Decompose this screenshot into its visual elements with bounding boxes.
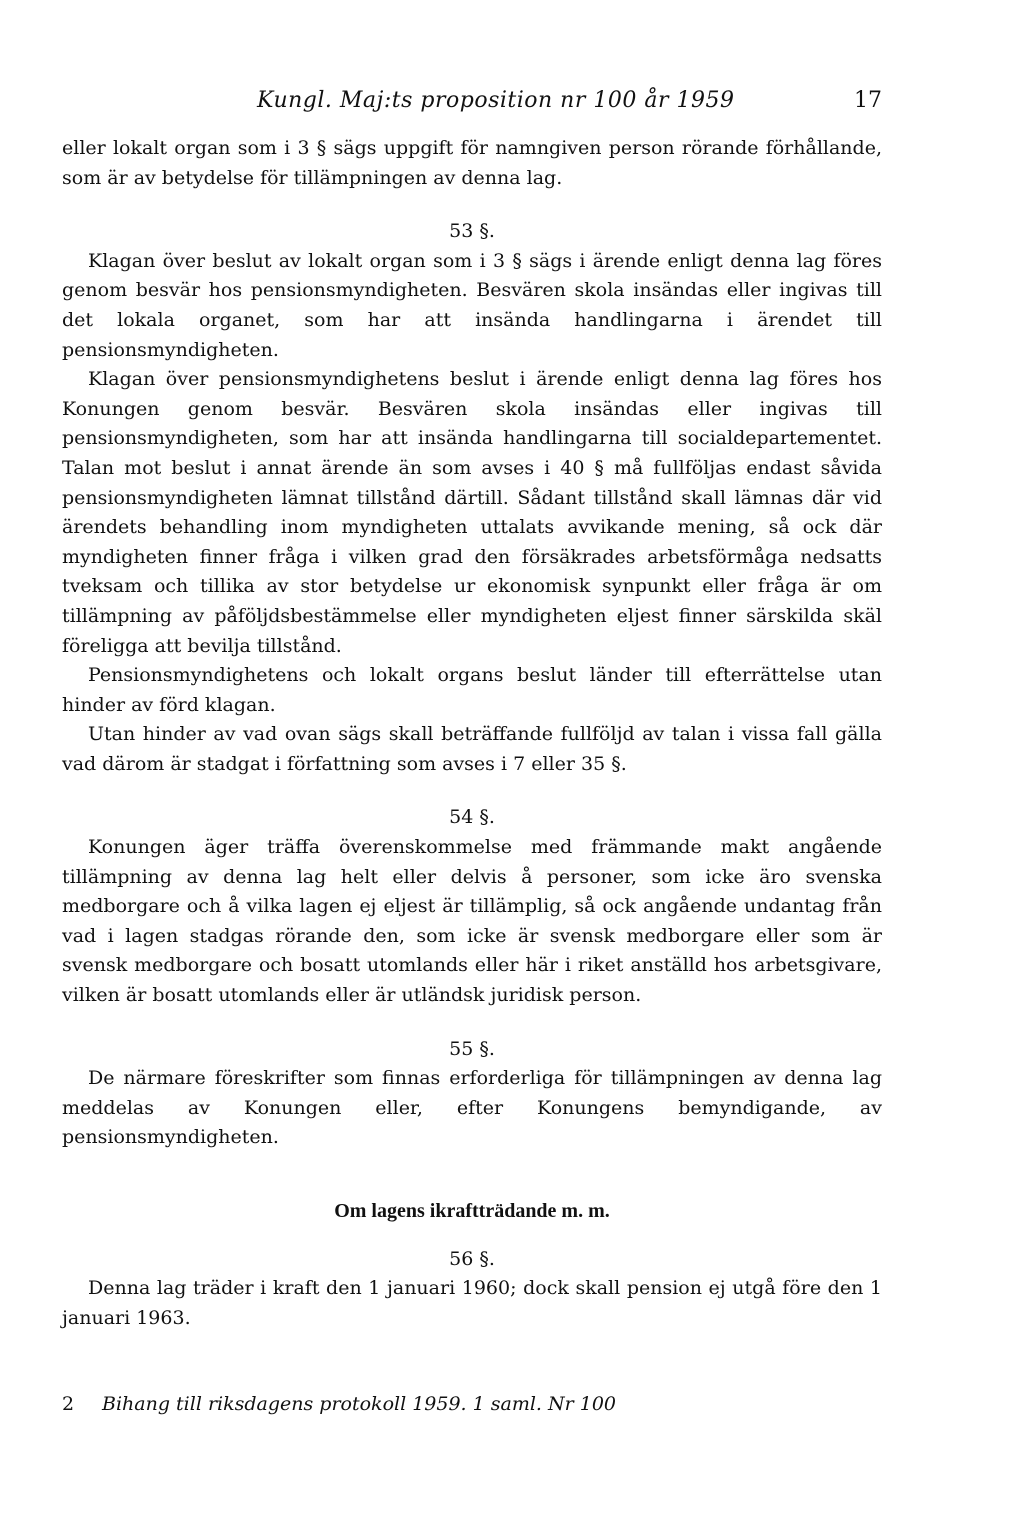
page-footer xyxy=(62,1390,616,1420)
running-header xyxy=(62,88,882,128)
chapter-heading: Om lagens ikraftträdande m. m. xyxy=(334,1200,610,1222)
footer-text: Bihang till riksdagens protokoll 1959. 1 saml. Nr 100 xyxy=(102,1393,617,1415)
document-page xyxy=(62,88,882,1333)
section-54-number: 54 §. xyxy=(449,806,495,829)
section-55-paragraph-1: De närmare föreskrifter som finnas erforderliga för tillämpningen av denna lag meddelas av Konungen eller, efter Konungens bemyndigande, av pensionsmyndigheten. xyxy=(62,1067,882,1149)
section-53-number: 53 §. xyxy=(449,220,495,243)
section-53-paragraph-4: Utan hinder av vad ovan sägs skall beträffande fullföljd av talan i vissa fall gälla vad därom är stadgat i författning som avses i 7 eller 35 §. xyxy=(62,723,882,775)
page-number: 17 xyxy=(854,88,882,113)
header-title: Kungl. Maj:ts proposition nr 100 år 1959 xyxy=(257,88,735,113)
section-54-paragraph-1: Konungen äger träffa överenskommelse med främmande makt angående tillämpning av denna lag helt eller delvis å personer, som icke äro svenska medborgare och å vilka lagen ej eljest är tillämplig, så ock angående undantag från vad i lagen stadgas rörande den, som icke är svensk medborgare eller som är svensk medborgare och bosatt utomlands eller här i riket anställd hos arbetsgivare, vilken är bosatt utomlands eller är utländsk juridisk person. xyxy=(62,836,882,1007)
section-56-number: 56 §. xyxy=(449,1247,495,1270)
section-53-paragraph-3: Pensionsmyndighetens och lokalt organs beslut länder till efterrättelse utan hinder av förd klagan. xyxy=(62,664,882,716)
section-56-paragraph-1: Denna lag träder i kraft den 1 januari 1960; dock skall pension ej utgå före den 1 januari 1963. xyxy=(62,1277,882,1329)
footer-number: 2 xyxy=(62,1393,75,1415)
section-53-paragraph-1: Klagan över beslut av lokalt organ som i 3 § sägs i ärende enligt denna lag föres genom besvär hos pensionsmyndigheten. Besvären skola insändas eller ingivas till det lokala organet, som har att insända handlingarna i ärendet till pensionsmyndigheten. xyxy=(62,249,882,361)
section-55-number: 55 §. xyxy=(449,1037,495,1060)
section-53-paragraph-2: Klagan över pensionsmyndighetens beslut i ärende enligt denna lag föres hos Konungen genom besvär. Besvären skola insändas eller ingivas till pensionsmyndigheten, som har att insända handlingarna till socialdepartementet. Talan mot beslut i annat ärende än som avses i 40 § må fullföljas endast såvida pensionsmyndigheten lämnat tillstånd därtill. Sådant tillstånd skall lämnas där vid ärendets behandling inom myndigheten uttalats avvikande mening, så ock där myndigheten finner fråga i vilken grad den försäkrades arbetsförmåga nedsatts tveksam och tillika av stor betydelse ur ekonomisk synpunkt eller fråga är om tillämpning av påföljdsbestämmelse eller myndigheten eljest finner särskilda skäl föreligga att bevilja tillstånd. xyxy=(62,368,882,657)
continuation-paragraph: eller lokalt organ som i 3 § sägs uppgift för namngiven person rörande förhållande, som är av betydelse för tillämpningen av denna lag. xyxy=(62,137,882,189)
